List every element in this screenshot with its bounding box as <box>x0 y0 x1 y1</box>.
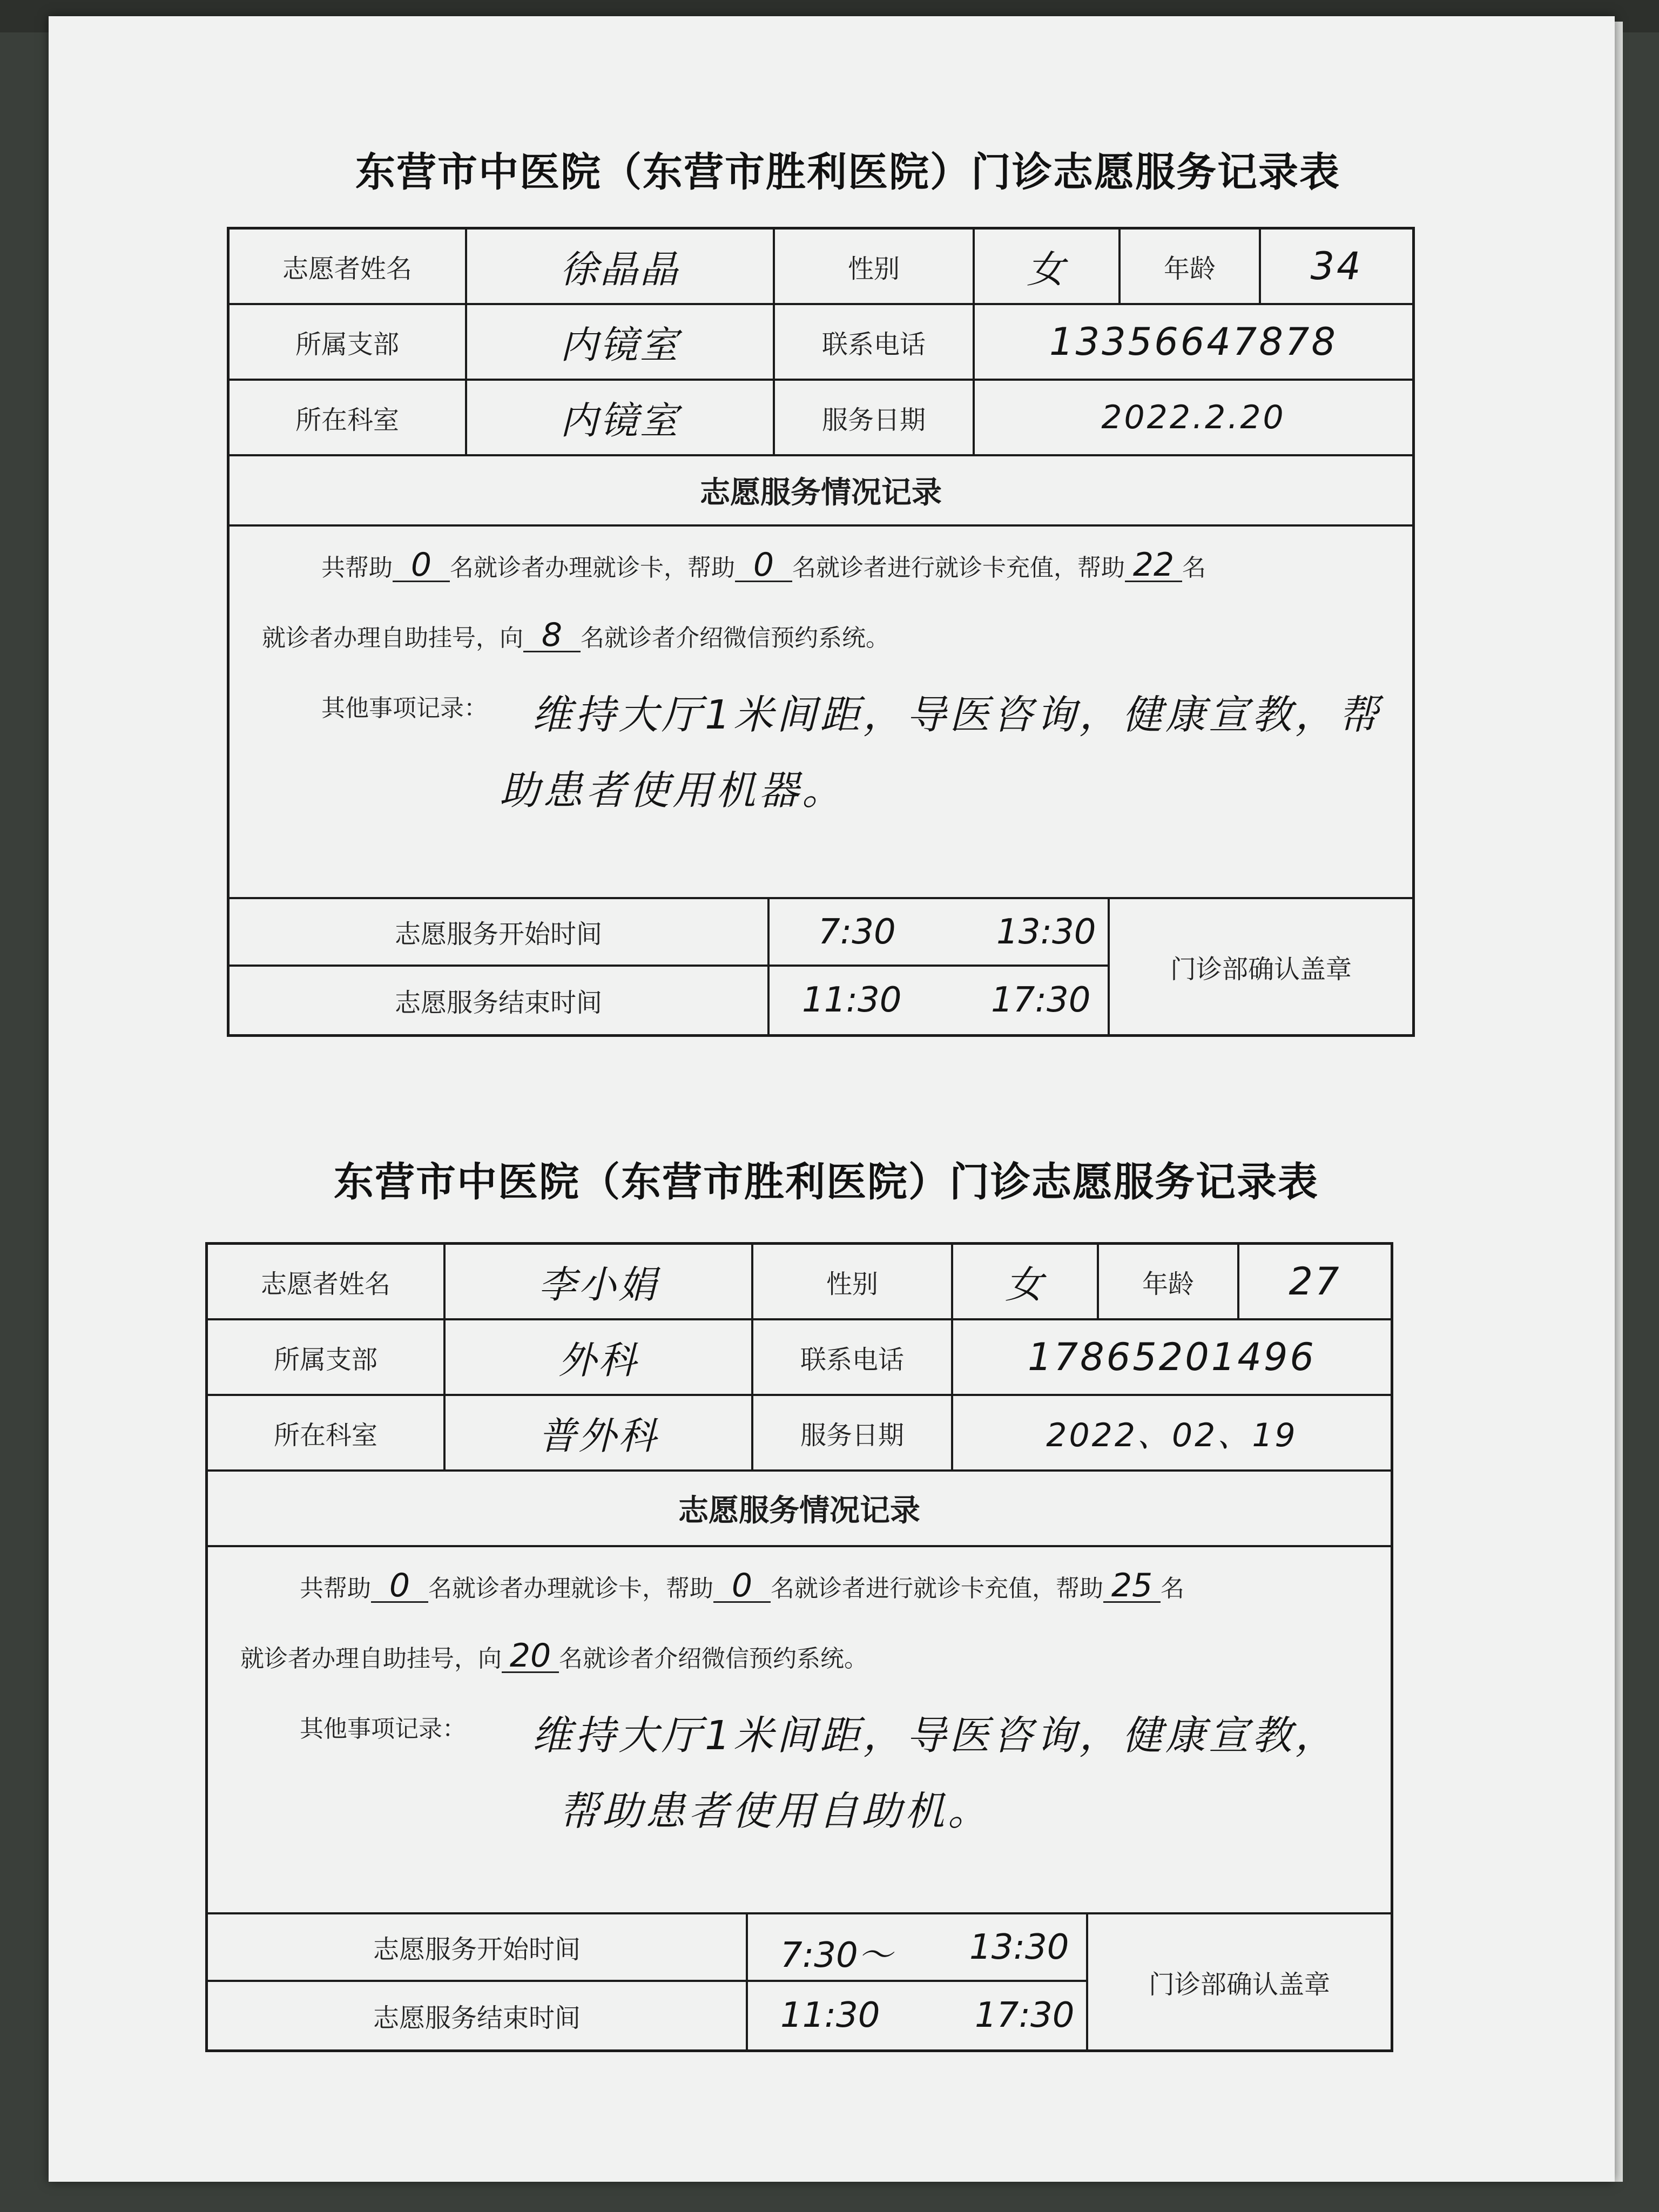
value-age <box>1261 230 1412 303</box>
blank-recharge: 0 <box>713 1570 771 1603</box>
label-age: 年龄 <box>1099 1245 1239 1318</box>
form-table <box>205 1242 1393 2052</box>
time-divider <box>748 1980 1088 1982</box>
end-am: 11:30 <box>780 1995 880 2035</box>
label-end-time: 志愿服务结束时间 <box>208 1982 748 2049</box>
end-am: 11:30 <box>802 980 902 1020</box>
section-heading: 志愿服务情况记录 <box>230 456 1412 527</box>
row-name <box>230 230 1412 305</box>
value-name-text: 李小娟 <box>538 1262 658 1307</box>
other-label: 其他事项记录： <box>321 694 488 722</box>
value-branch-text: 内镜室 <box>560 322 680 367</box>
form-table <box>227 227 1415 1037</box>
value-gender-text: 女 <box>1005 1262 1045 1307</box>
other-note-line-1: 维持大厅1米间距，导医咨询，健康宣教， <box>532 1712 1339 1759</box>
record-text: 名 <box>1161 1575 1184 1602</box>
value-name <box>446 1245 753 1318</box>
label-phone: 联系电话 <box>753 1320 953 1394</box>
row-dept <box>230 381 1412 456</box>
value-phone-text: 13356647878 <box>1049 320 1338 364</box>
volunteer-form-2 <box>205 1150 1447 2095</box>
record-line-2 <box>262 618 889 653</box>
stamp-label: 门诊部确认盖章 <box>1170 954 1352 984</box>
value-phone <box>953 1320 1391 1394</box>
start-pm: 13:30 <box>969 1927 1069 1967</box>
start-am: 7:30 <box>818 912 896 952</box>
value-dept <box>446 1396 753 1469</box>
label-date: 服务日期 <box>775 381 975 454</box>
value-phone <box>975 305 1412 379</box>
record-line-1 <box>300 1569 1184 1603</box>
record-text: 共帮助 <box>300 1575 371 1602</box>
volunteer-form-1 <box>227 140 1469 1069</box>
label-dept: 所在科室 <box>208 1396 446 1469</box>
label-gender: 性别 <box>753 1245 953 1318</box>
service-record <box>208 1547 1391 1914</box>
blank-card: 0 <box>393 549 450 582</box>
value-dept-text: 普外科 <box>538 1413 658 1458</box>
end-pm: 17:30 <box>975 1995 1075 2035</box>
value-phone-text: 17865201496 <box>1028 1335 1316 1379</box>
record-text: 名就诊者进行就诊卡充值，帮助 <box>771 1575 1103 1602</box>
value-branch-text: 外科 <box>558 1338 638 1382</box>
row-dept <box>208 1396 1391 1472</box>
start-am: 7:30～ <box>780 1936 893 1975</box>
end-pm: 17:30 <box>991 980 1091 1020</box>
blank-recharge: 0 <box>735 549 792 582</box>
label-name: 志愿者姓名 <box>230 230 467 303</box>
record-text: 名就诊者介绍微信预约系统。 <box>581 624 889 652</box>
value-branch <box>446 1320 753 1394</box>
blank-card: 0 <box>371 1570 428 1603</box>
blank-self-register: 22 <box>1125 549 1182 582</box>
label-name: 志愿者姓名 <box>208 1245 446 1318</box>
value-date <box>975 381 1412 454</box>
form-title: 东营市中医院（东营市胜利医院）门诊志愿服务记录表 <box>334 1159 1319 1205</box>
value-gender <box>975 230 1121 303</box>
label-phone: 联系电话 <box>775 305 975 379</box>
time-block <box>208 1914 1391 2049</box>
value-date <box>953 1396 1391 1469</box>
label-date: 服务日期 <box>753 1396 953 1469</box>
record-text: 共帮助 <box>321 554 393 582</box>
value-date-text: 2022、02、19 <box>1046 1417 1298 1454</box>
label-gender: 性别 <box>775 230 975 303</box>
record-text: 就诊者办理自助挂号，向 <box>262 624 523 652</box>
other-note-line-1: 维持大厅1米间距，导医咨询，健康宣教，帮 <box>532 692 1382 738</box>
record-text: 就诊者办理自助挂号，向 <box>240 1645 502 1673</box>
blank-wechat: 8 <box>523 619 581 652</box>
section-heading: 志愿服务情况记录 <box>208 1472 1391 1547</box>
label-start-time: 志愿服务开始时间 <box>230 899 770 967</box>
record-line-2 <box>240 1639 868 1674</box>
time-divider <box>770 965 1110 967</box>
label-dept: 所在科室 <box>230 381 467 454</box>
record-text: 名就诊者办理就诊卡，帮助 <box>428 1575 713 1602</box>
record-text: 名就诊者进行就诊卡充值，帮助 <box>792 554 1125 582</box>
value-date-text: 2022.2.20 <box>1101 399 1286 436</box>
label-age: 年龄 <box>1121 230 1261 303</box>
row-name <box>208 1245 1391 1320</box>
other-note-line-2: 帮助患者使用自助机。 <box>559 1788 991 1835</box>
start-pm: 13:30 <box>996 912 1096 952</box>
value-age-text: 27 <box>1289 1259 1341 1304</box>
row-branch <box>208 1320 1391 1396</box>
record-text: 名 <box>1182 554 1206 582</box>
blank-self-register: 25 <box>1103 1570 1161 1603</box>
form-title: 东营市中医院（东营市胜利医院）门诊志愿服务记录表 <box>355 149 1340 195</box>
label-branch: 所属支部 <box>230 305 467 379</box>
blank-wechat: 20 <box>502 1640 559 1673</box>
value-name-text: 徐晶晶 <box>560 247 680 292</box>
record-text: 名就诊者介绍微信预约系统。 <box>559 1645 868 1673</box>
other-note-line-2: 助患者使用机器。 <box>500 767 845 814</box>
stamp-label: 门诊部确认盖章 <box>1148 1969 1330 2000</box>
value-gender-text: 女 <box>1027 247 1067 292</box>
label-start-time: 志愿服务开始时间 <box>208 1914 748 1982</box>
paper-sheet <box>49 16 1615 2182</box>
service-record <box>230 527 1412 899</box>
value-age <box>1239 1245 1391 1318</box>
label-branch: 所属支部 <box>208 1320 446 1394</box>
time-block <box>230 899 1412 1034</box>
record-line-1 <box>321 548 1206 583</box>
value-branch <box>467 305 775 379</box>
record-text: 名就诊者办理就诊卡，帮助 <box>450 554 735 582</box>
other-label: 其他事项记录： <box>300 1715 466 1743</box>
value-gender <box>953 1245 1099 1318</box>
row-branch <box>230 305 1412 381</box>
value-dept <box>467 381 775 454</box>
value-dept-text: 内镜室 <box>560 398 680 443</box>
value-age-text: 34 <box>1310 244 1363 288</box>
label-end-time: 志愿服务结束时间 <box>230 967 770 1034</box>
value-name <box>467 230 775 303</box>
